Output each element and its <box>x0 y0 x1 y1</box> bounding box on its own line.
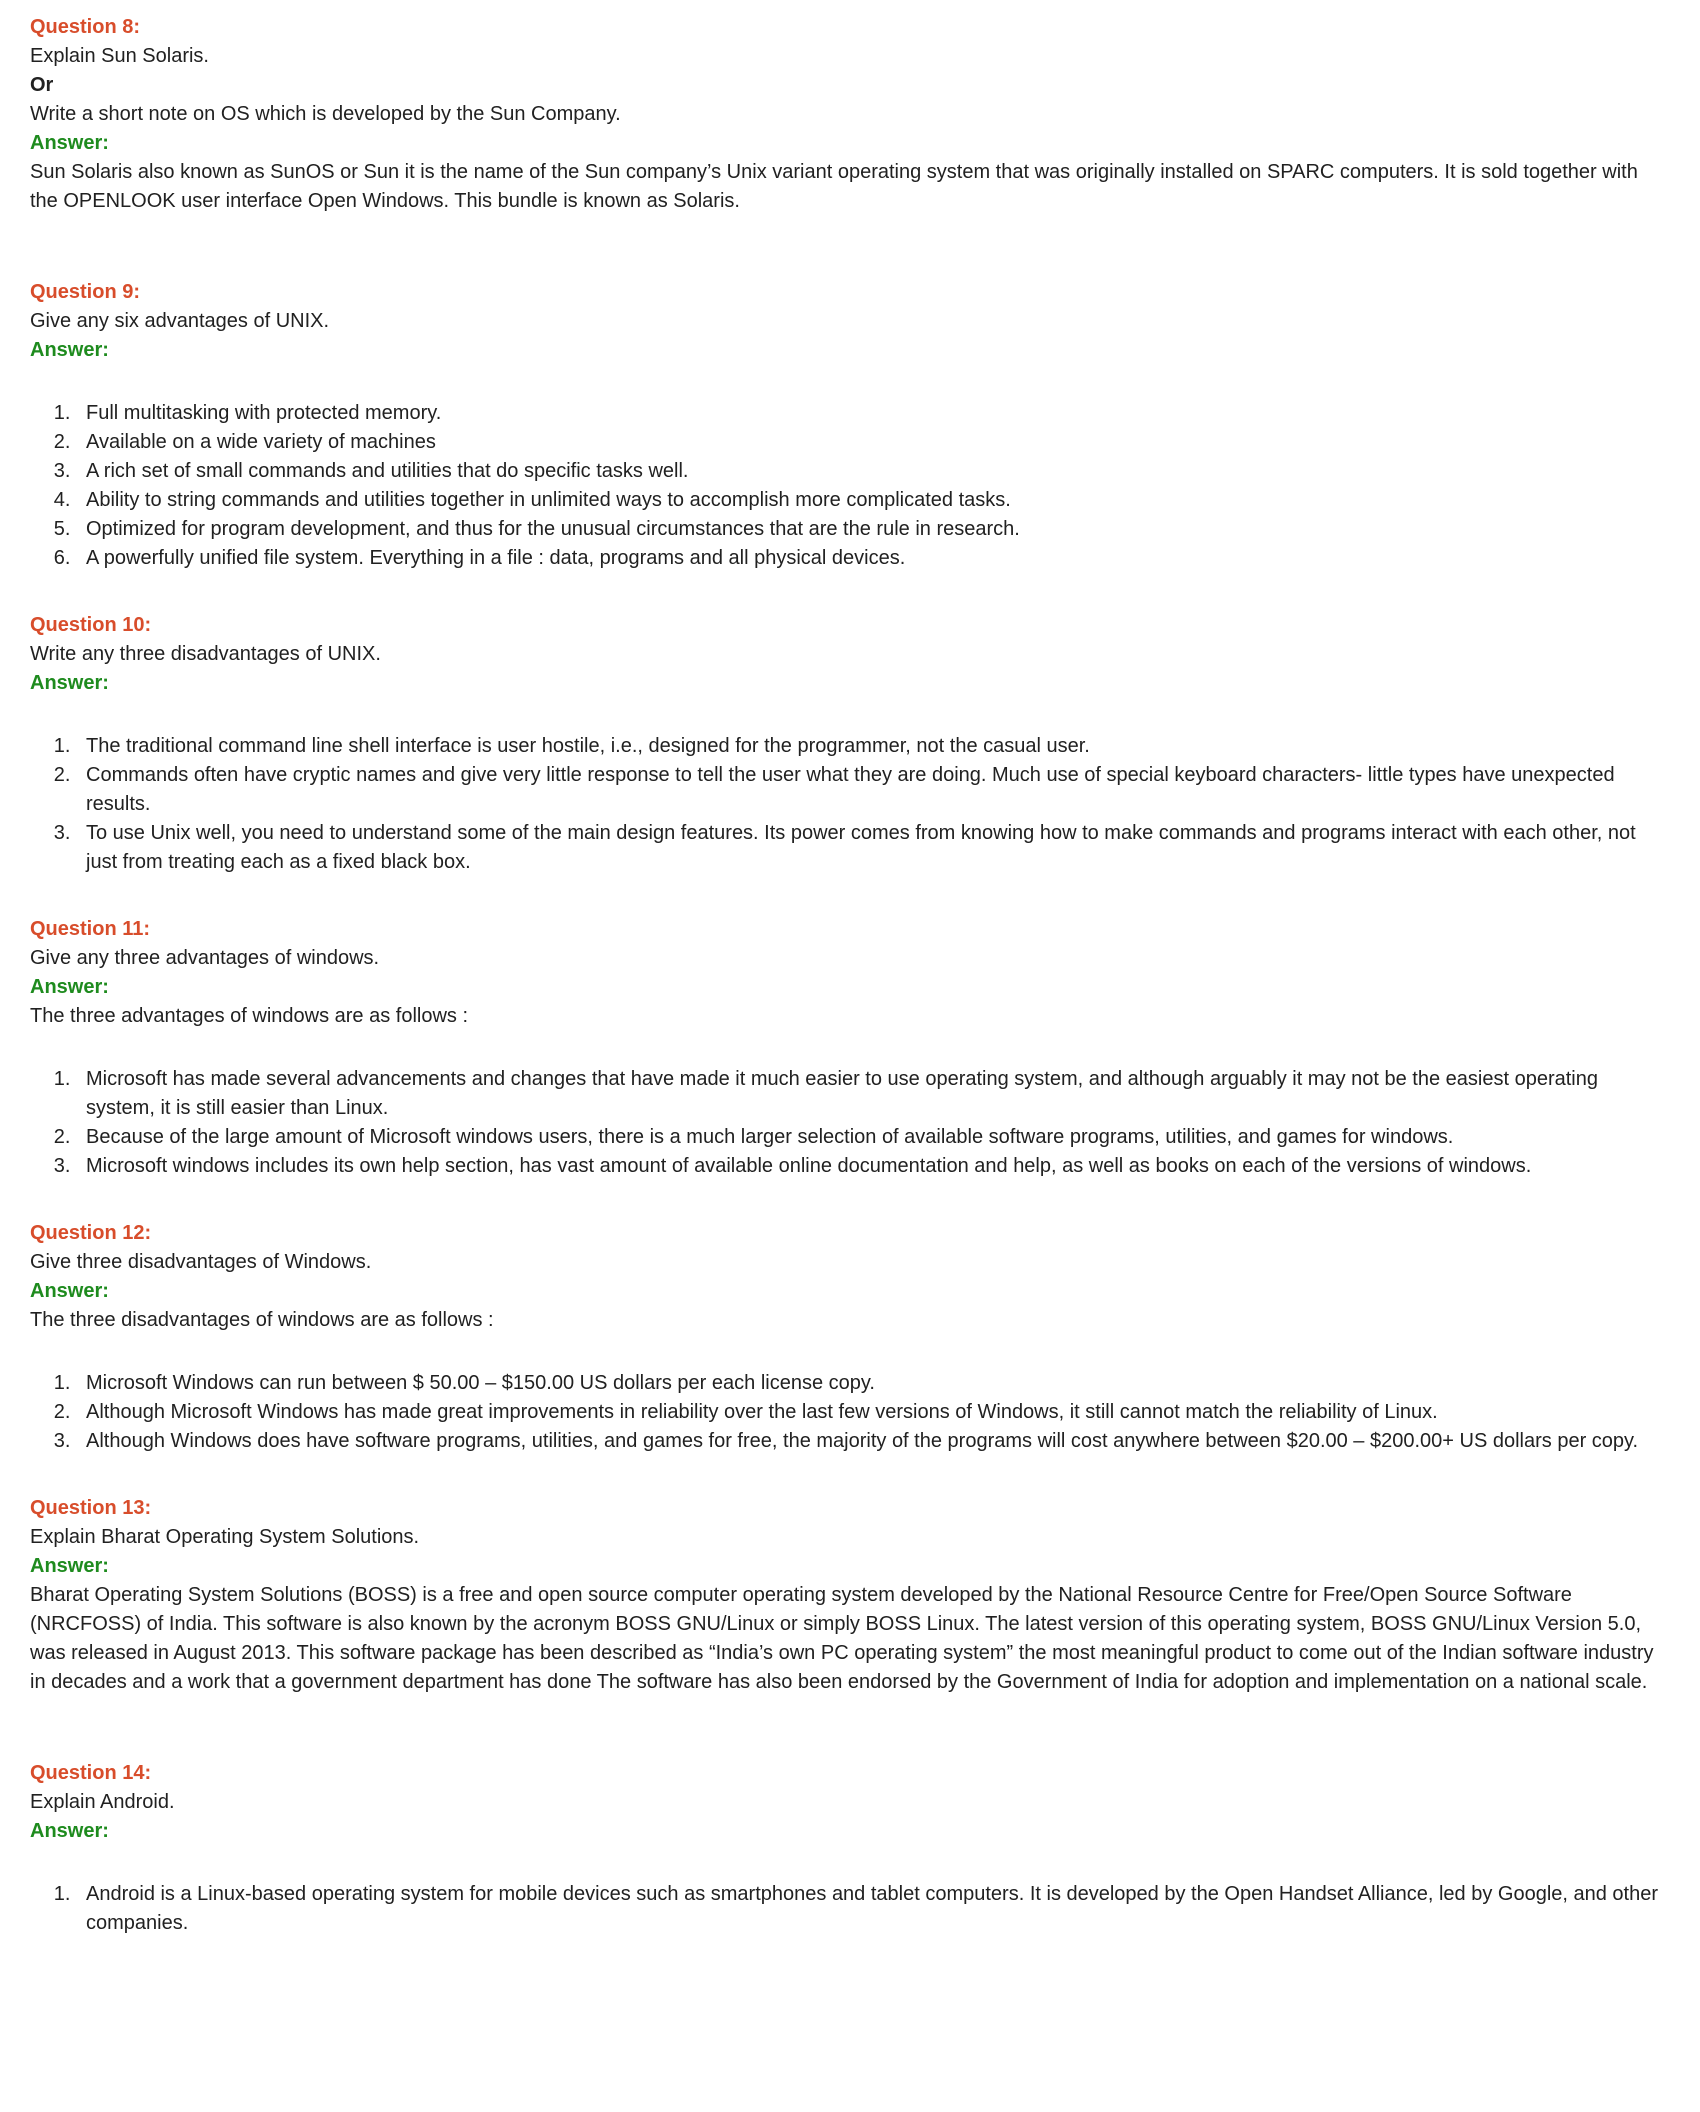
question-8-alt-text: Write a short note on OS which is developed by the Sun Company. <box>30 103 621 125</box>
list-item: 2. Because of the large amount of Microsoft windows users, there is a much larger selection of available software programs, utilities, and games for windows. <box>76 1123 1670 1152</box>
question-14-text: Explain Android. <box>30 1791 175 1813</box>
question-14-answer-list <box>30 1880 1670 1938</box>
list-item: 3. A rich set of small commands and utilities that do specific tasks well. <box>76 457 1670 486</box>
question-8-text: Explain Sun Solaris. <box>30 45 209 67</box>
question-11-answer-list <box>30 1065 1670 1181</box>
question-9-answer-list <box>30 399 1670 573</box>
question-11-section <box>30 915 1670 1181</box>
question-10-answer-heading: Answer: <box>30 672 109 694</box>
question-9-answer-heading: Answer: <box>30 339 109 361</box>
list-item: 4. Ability to string commands and utilities together in unlimited ways to accomplish more complicated tasks. <box>76 486 1670 515</box>
list-item: 1. Microsoft has made several advancements and changes that have made it much easier to use operating system, and although arguably it may not be the easiest operating system, it is still easier than Linux. <box>76 1065 1670 1123</box>
question-11-answer-heading: Answer: <box>30 976 109 998</box>
question-13-text: Explain Bharat Operating System Solutions. <box>30 1526 420 1548</box>
question-11-answer-intro: The three advantages of windows are as follows : <box>30 1005 469 1027</box>
question-12-answer-heading: Answer: <box>30 1280 109 1302</box>
question-10-text: Write any three disadvantages of UNIX. <box>30 643 381 665</box>
question-13-section <box>30 1494 1670 1697</box>
question-8-heading: Question 8: <box>30 16 141 38</box>
list-item: 1. The traditional command line shell interface is user hostile, i.e., designed for the programmer, not the casual user. <box>76 732 1670 761</box>
question-12-heading: Question 12: <box>30 1222 152 1244</box>
list-item: 2. Commands often have cryptic names and give very little response to tell the user what they are doing. Much use of special keyboard characters- little types have unexpected results. <box>76 761 1670 819</box>
list-item: 1. Full multitasking with protected memory. <box>76 399 1670 428</box>
list-item: 6. A powerfully unified file system. Everything in a file : data, programs and all physical devices. <box>76 544 1670 573</box>
question-12-section <box>30 1219 1670 1456</box>
question-13-answer-paragraph: Bharat Operating System Solutions (BOSS) is a free and open source computer operating system developed by the National Resource Centre for Free/Open Source Software (NRCFOSS) of India. This software is also known by the acronym BOSS GNU/Linux or simply BOSS Linux. The latest version of this operating system, BOSS GNU/Linux Version 5.0, was released in August 2013. This software package has been described as “India’s own PC operating system” the most meaningful product to come out of the Indian software industry in decades and a work that a government department has done The software has also been endorsed by the Government of India for adoption and implementation on a national scale. <box>30 1584 1654 1693</box>
question-9-heading: Question 9: <box>30 281 141 303</box>
question-13-answer-heading: Answer: <box>30 1555 109 1577</box>
list-item: 2. Available on a wide variety of machines <box>76 428 1670 457</box>
question-10-answer-list <box>30 732 1670 877</box>
question-14-answer-heading: Answer: <box>30 1820 109 1842</box>
list-item: 2. Although Microsoft Windows has made great improvements in reliability over the last few versions of Windows, it still cannot match the reliability of Linux. <box>76 1398 1670 1427</box>
question-14-heading: Question 14: <box>30 1762 152 1784</box>
question-9-text: Give any six advantages of UNIX. <box>30 310 330 332</box>
question-12-text: Give three disadvantages of Windows. <box>30 1251 372 1273</box>
question-11-heading: Question 11: <box>30 918 151 940</box>
question-10-heading: Question 10: <box>30 614 152 636</box>
question-8-section <box>30 13 1670 216</box>
question-11-text: Give any three advantages of windows. <box>30 947 380 969</box>
question-12-answer-intro: The three disadvantages of windows are as follows : <box>30 1309 494 1331</box>
list-item: 1. Android is a Linux-based operating system for mobile devices such as smartphones and tablet computers. It is developed by the Open Handset Alliance, led by Google, and other companies. <box>76 1880 1670 1938</box>
list-item: 3. Although Windows does have software programs, utilities, and games for free, the majority of the programs will cost anywhere between $20.00 – $200.00+ US dollars per copy. <box>76 1427 1670 1456</box>
or-separator: Or <box>30 74 54 96</box>
list-item: 3. To use Unix well, you need to understand some of the main design features. Its power comes from knowing how to make commands and programs interact with each other, not just from treating each as a fixed black box. <box>76 819 1670 877</box>
question-8-answer-paragraph: Sun Solaris also known as SunOS or Sun it is the name of the Sun company’s Unix variant operating system that was originally installed on SPARC computers. It is sold together with the OPENLOOK user interface Open Windows. This bundle is known as Solaris. <box>30 161 1638 212</box>
question-13-heading: Question 13: <box>30 1497 152 1519</box>
question-8-answer-heading: Answer: <box>30 132 109 154</box>
question-12-answer-list <box>30 1369 1670 1456</box>
question-9-section <box>30 278 1670 573</box>
question-10-section <box>30 611 1670 877</box>
list-item: 3. Microsoft windows includes its own help section, has vast amount of available online documentation and help, as well as books on each of the versions of windows. <box>76 1152 1670 1181</box>
question-14-section <box>30 1759 1670 1938</box>
list-item: 1. Microsoft Windows can run between $ 50.00 – $150.00 US dollars per each license copy. <box>76 1369 1670 1398</box>
list-item: 5. Optimized for program development, and thus for the unusual circumstances that are the rule in research. <box>76 515 1670 544</box>
